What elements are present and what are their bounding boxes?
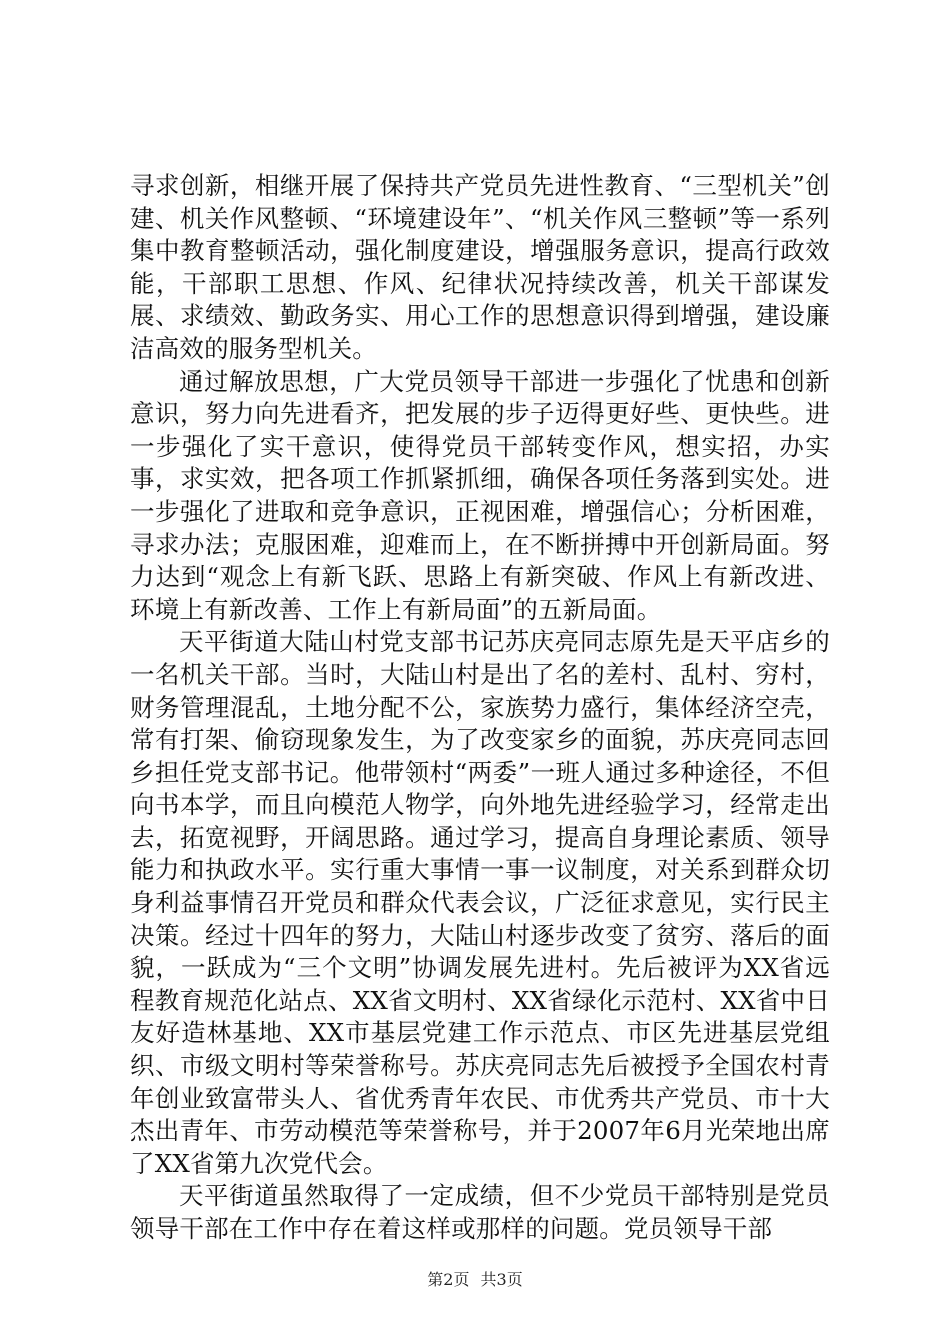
paragraph-4: 天平街道虽然取得了一定成绩，但不少党员干部特别是党员领导干部在工作中存在着这样或那样的问题。党员领导干部 bbox=[130, 1181, 830, 1243]
paragraph-2: 通过解放思想，广大党员领导干部进一步强化了忧患和创新意识，努力向先进看齐，把发展的步子迈得更好些、更快些。进一步强化了实干意识，使得党员干部转变作风，想实招，办实事，求实效，把各项工作抓紧抓细，确保各项任务落到实处。进一步强化了进取和竞争意识，正视困难，增强信心；分析困难，寻求办法；克服困难，迎难而上，在不断拼搏中开创新局面。努力达到“观念上有新飞跃、思路上有新突破、作风上有新改进、环境上有新改善、工作上有新局面”的五新局面。 bbox=[130, 366, 830, 624]
page-number: 第2页 bbox=[427, 1270, 470, 1289]
document-body bbox=[130, 170, 830, 1246]
page-total: 共3页 bbox=[480, 1270, 523, 1289]
page-footer bbox=[0, 1270, 950, 1290]
paragraph-3: 天平街道大陆山村党支部书记苏庆亮同志原先是天平店乡的一名机关干部。当时，大陆山村是出了名的差村、乱村、穷村，财务管理混乱，土地分配不公，家族势力盛行，集体经济空壳，常有打架、偷窃现象发生，为了改变家乡的面貌，苏庆亮同志回乡担任党支部书记。他带领村“两委”一班人通过多种途径，不但向书本学，而且向模范人物学，向外地先进经验学习，经常走出去，拓宽视野，开阔思路。通过学习，提高自身理论素质、领导能力和执政水平。实行重大事情一事一议制度，对关系到群众切身利益事情召开党员和群众代表会议，广泛征求意见，实行民主决策。经过十四年的努力，大陆山村逐步改变了贫穷、落后的面貌，一跃成为“三个文明”协调发展先进村。先后被评为XX省远程教育规范化站点、XX省文明村、XX省绿化示范村、XX省中日友好造林基地、XX市基层党建工作示范点、市区先进基层党组织、市级文明村等荣誉称号。苏庆亮同志先后被授予全国农村青年创业致富带头人、省优秀青年农民、市优秀共产党员、市十大杰出青年、市劳动模范等荣誉称号，并于2007年6月光荣地出席了XX省第九次党代会。 bbox=[130, 627, 830, 1178]
paragraph-1-continued: 寻求创新，相继开展了保持共产党员先进性教育、“三型机关”创建、机关作风整顿、“环境建设年”、“机关作风三整顿”等一系列集中教育整顿活动，强化制度建设，增强服务意识，提高行政效能，干部职工思想、作风、纪律状况持续改善，机关干部谋发展、求绩效、勤政务实、用心工作的思想意识得到增强，建设廉洁高效的服务型机关。 bbox=[130, 171, 830, 363]
